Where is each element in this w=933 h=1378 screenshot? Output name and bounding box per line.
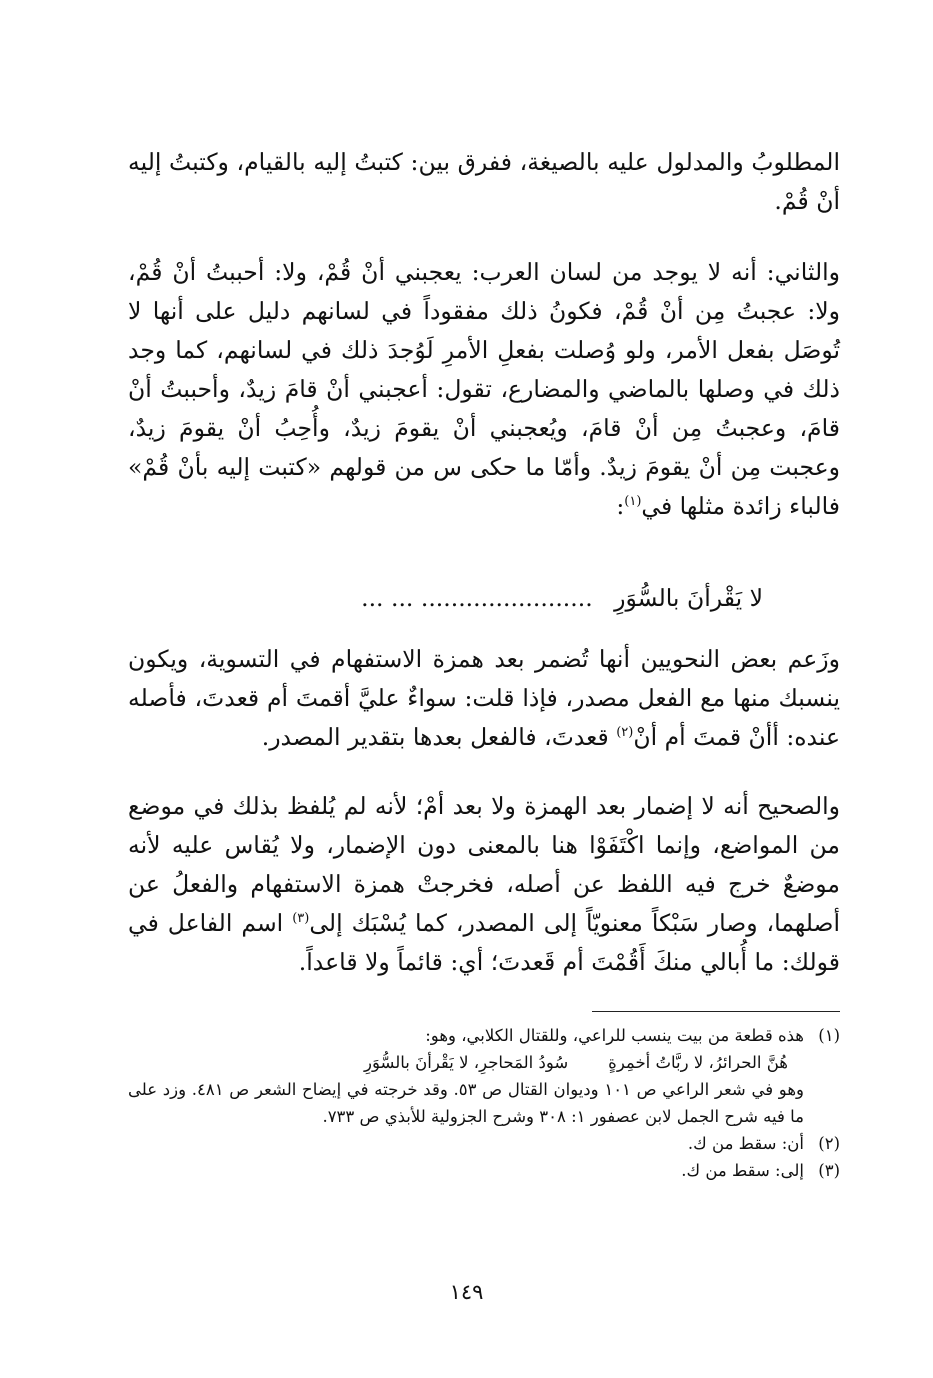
quoted-verse	[163, 579, 763, 618]
footnote-separator	[592, 1011, 840, 1012]
footnote-ref-3[interactable]: (٣)	[292, 911, 310, 927]
paragraph-4-tail: اسم الفاعل في قولك: ما أُبالي منكَ أَقُمْتَ أم قَعدتَ؛ أي: قائماً ولا قاعداً.	[128, 909, 840, 976]
paragraph-2-text: والثاني: أنه لا يوجد من لسان العرب: يعجبني أنْ قُمْ، ولا: أحببتُ أنْ قُمْ، ولا: عجبتُ مِن أنْ قُمْ، فكونُ ذلك مفقوداً في لسانهم دليل على أنها لا تُوصَل بفعل الأمر، ولو وُصلت بفعلِ الأمرِ لَوُجدَ ذلك في لسانهم، كما وجد ذلك في وصلها بالماضي والمضارع، تقول: أعجبني أنْ قامَ زيدٌ، وأحببتُ أنْ قامَ، وعجبتُ مِن أنْ قامَ، ويُعجبني أنْ يقومَ زيدٌ، وأُحِبُ أنْ يقومَ زيدٌ، وعجبت مِن أنْ يقومَ زيدٌ. وأمّا ما حكى س من قولهم «كتبت إليه بأنْ قُمْ» فالباء زائدة مثلها في	[128, 258, 840, 520]
footnote-ref-2[interactable]: (٢)	[616, 725, 634, 741]
paragraph-3-text: وزَعم بعض النحويين أنها تُضمر بعد همزة الاستفهام في التسوية، ويكون ينسبك منها مع الفعل مصدر، فإذا قلت: سواءٌ عليَّ أقمتَ أم قعدتَ، فأصله عنده: أأنْ قمتَ أم أنْ	[128, 645, 840, 751]
footnotes	[128, 1022, 840, 1184]
paragraph-2-tail: :	[616, 492, 625, 520]
footnote-1-intro: هذه قطعة من بيت ينسب للراعي، وللقتال الكلابي، وهو:	[425, 1026, 804, 1045]
page-number: ١٤٩	[449, 1280, 484, 1304]
paragraph-4-text: والصحيح أنه لا إضمار بعد الهمزة ولا بعد أمْ؛ لأنه لم يُلفظ بذلك في موضع من المواضع، وإنما اكْتَفَوْا هنا بالمعنى دون الإضمار، ولا يُقاس عليه لأنه موضعٌ خرج فيه اللفظ عن أصله، فخرجتْ همزة الاستفهام والفعلُ عن أصلهما، وصار سَبْكاً معنويّاً إلى المصدر، كما يُسْبَك إلى	[128, 792, 840, 937]
footnote-1-verse	[128, 1049, 840, 1076]
footnote-3	[128, 1157, 840, 1184]
footnote-2	[128, 1130, 840, 1157]
paragraph-3-tail: قعدتَ، فالفعل بعدها بتقدير المصدر.	[261, 723, 609, 751]
paragraph-2	[128, 253, 840, 526]
footnote-ref-1[interactable]: (١)	[624, 494, 642, 510]
paragraph-1-text: المطلوبُ والمدلول عليه بالصيغة، ففرق بين: كتبتُ إليه بالقيام، وكتبتُ إليه أنْ قُمْ.	[128, 148, 840, 215]
footnote-3-number: (٣)	[818, 1161, 840, 1180]
footnote-1-verse-first-half: هُنَّ الحرائرُ، لا ربَّاتُ أخمِرةٍ	[608, 1053, 788, 1072]
paragraph-4	[128, 787, 840, 982]
footnote-1-number: (١)	[818, 1026, 840, 1045]
footnote-1	[128, 1022, 840, 1049]
paragraph-1	[128, 143, 840, 221]
footnote-2-number: (٢)	[818, 1134, 840, 1153]
verse-text: لا يَقْرأنَ بالسُّوَرِ	[614, 584, 763, 612]
footnote-1-body: وهو في شعر الراعي ص ١٠١ وديوان القتال ص ٥٣. وقد خرجته في إيضاح الشعر ص ٤٨١. وزد على ما فيه شرح الجمل لابن عصفور ١: ٣٠٨ وشرح الجزولية للأبذي ص ٧٣٣.	[128, 1080, 804, 1126]
footnote-3-text: إلى: سقط من ك.	[681, 1161, 804, 1180]
paragraph-3	[128, 640, 840, 757]
footnote-1-verse-second-half: سُودُ المَحاجرِ، لا يَقْرأنَ بالسُّوَرِ	[364, 1053, 569, 1072]
verse-ellipsis: ....................... ... ...	[361, 584, 593, 612]
footnote-2-text: أن: سقط من ك.	[687, 1134, 804, 1153]
